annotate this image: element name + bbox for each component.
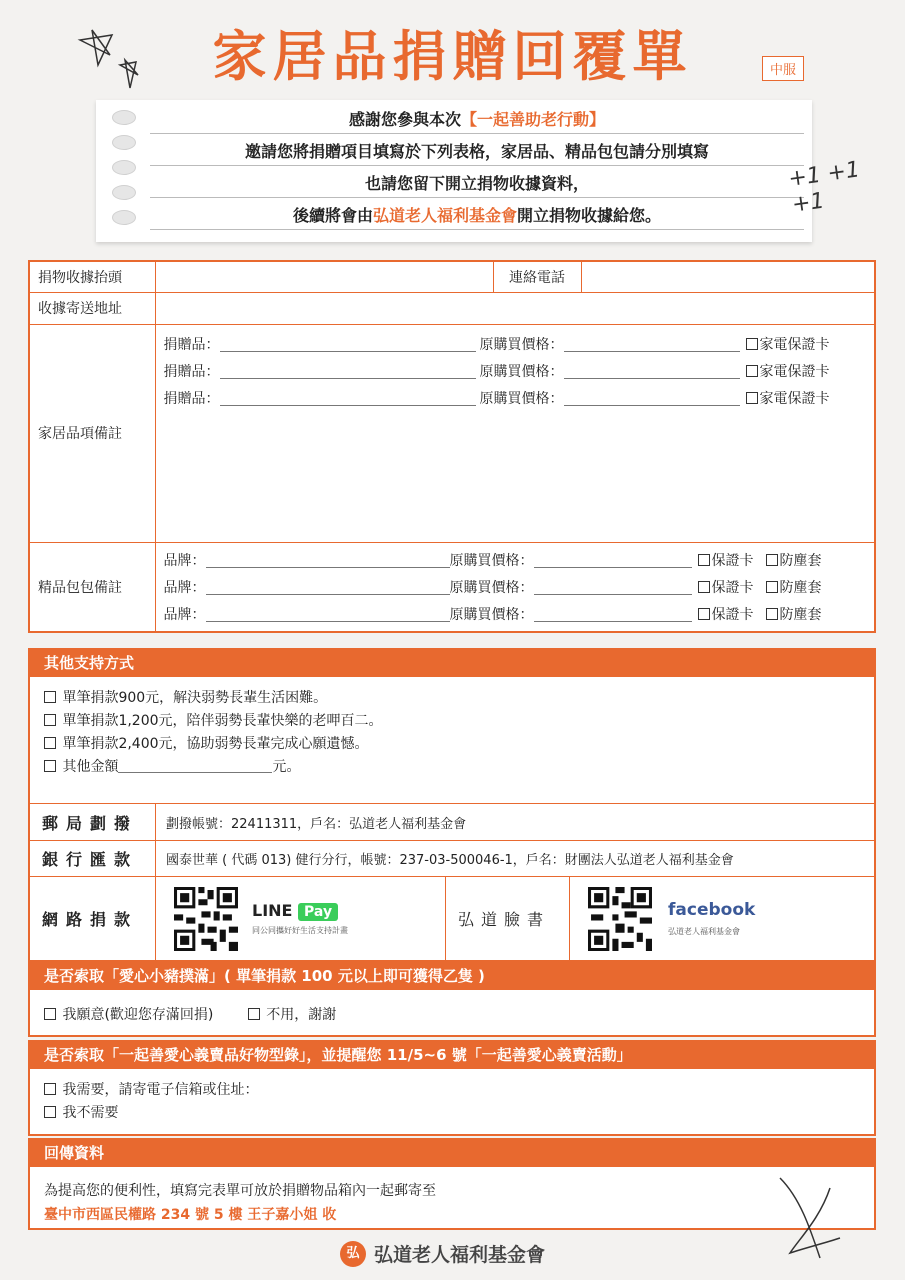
address-field[interactable] — [155, 292, 875, 324]
receipt-title-field[interactable] — [155, 261, 493, 292]
linepay-logo: LINE Pay 同公同攜好好生活支持計畫 — [252, 901, 348, 935]
catalog-title: 是否索取「一起善愛心義賣品好物型錄」，並提醒您 11/5~6 號「一起善愛心義賣活動」 — [30, 1042, 874, 1069]
piggy-yes-checkbox[interactable]: 我願意(歡迎您存滿回捐) — [44, 1007, 213, 1023]
region-badge: 中服 — [762, 56, 804, 81]
dust-bag-checkbox[interactable]: 防塵套 — [766, 550, 822, 570]
reply-section — [28, 1138, 876, 1230]
brand-field[interactable] — [206, 552, 450, 568]
binder-ring — [112, 135, 136, 150]
reply-address: 臺中市西區民權路 234 號 5 樓 王子嘉小姐 收 — [44, 1207, 337, 1223]
bank-label: 銀行匯款 — [30, 841, 156, 876]
brand-field[interactable] — [206, 606, 450, 622]
card-checkbox[interactable]: 保證卡 — [698, 604, 754, 624]
home-item-row: 捐贈品： 原購買價格： 家電保證卡 — [164, 331, 867, 358]
support-title: 其他支持方式 — [30, 650, 874, 677]
home-item-row: 捐贈品： 原購買價格： 家電保證卡 — [164, 358, 867, 385]
facebook-qr-icon[interactable] — [588, 887, 652, 951]
warranty-checkbox[interactable]: 家電保證卡 — [746, 388, 830, 408]
note-line-2: 邀請您將捐贈項目填寫於下列表格，家居品、精品包包請分別填寫 — [150, 138, 804, 166]
reply-title: 回傳資料 — [30, 1140, 874, 1167]
price-field[interactable] — [534, 606, 692, 622]
org-logo-icon: 弘 — [340, 1241, 366, 1267]
note-line-1: 感謝您參與本次【一起善助老行動】 — [150, 106, 804, 134]
note-line-4: 後續將會由弘道老人福利基金會開立捐物收據給您。 — [150, 202, 804, 230]
support-option-other[interactable]: 其他金額 元。 — [30, 756, 874, 779]
piggy-no-checkbox[interactable]: 不用，謝謝 — [248, 1007, 336, 1023]
fb-area — [570, 877, 755, 960]
support-option[interactable]: 單筆捐款2,400元，協助弱勢長輩完成心願遺憾。 — [30, 733, 874, 756]
receipt-title-label: 捐物收據抬頭 — [29, 261, 155, 292]
phone-field[interactable] — [581, 261, 875, 292]
piggy-options — [30, 990, 874, 1024]
price-field[interactable] — [564, 363, 740, 379]
star-doodle-icon — [70, 20, 150, 90]
support-section — [28, 648, 876, 962]
item-field[interactable] — [220, 336, 476, 352]
catalog-no-need-checkbox[interactable]: 我不需要 — [30, 1102, 874, 1125]
post-office-row — [30, 803, 874, 840]
note-line-3: 也請您留下開立捐物收據資料， — [150, 170, 804, 198]
address-label: 收據寄送地址 — [29, 292, 155, 324]
price-field[interactable] — [534, 579, 692, 595]
price-field[interactable] — [564, 336, 740, 352]
linepay-area — [156, 877, 446, 960]
post-office-label: 郵局劃撥 — [30, 804, 156, 840]
bag-item-row: 品牌： 原購買價格： 保證卡 防塵套 — [164, 573, 867, 600]
support-option[interactable]: 單筆捐款900元，解決弱勢長輩生活困難。 — [30, 687, 874, 710]
donation-form — [28, 260, 876, 633]
binder-ring — [112, 185, 136, 200]
intro-note — [96, 100, 812, 242]
item-field[interactable] — [220, 390, 476, 406]
piggy-section — [28, 961, 876, 1037]
item-field[interactable] — [220, 363, 476, 379]
home-item-row: 捐贈品： 原購買價格： 家電保證卡 — [164, 385, 867, 412]
page-title: 家居品捐贈回覆單 — [212, 25, 693, 88]
card-checkbox[interactable]: 保證卡 — [698, 577, 754, 597]
piggy-title: 是否索取「愛心小豬撲滿」( 單筆捐款 100 元以上即可獲得乙隻 ) — [30, 963, 874, 990]
signature-scribble-icon — [770, 1168, 850, 1268]
online-row — [30, 876, 874, 960]
price-field[interactable] — [564, 390, 740, 406]
fb-label: 弘道臉書 — [446, 877, 570, 960]
price-field[interactable] — [534, 552, 692, 568]
support-option[interactable]: 單筆捐款1,200元，陪伴弱勢長輩快樂的老呷百二。 — [30, 710, 874, 733]
support-options — [30, 677, 874, 803]
binder-ring — [112, 160, 136, 175]
bag-item-row: 品牌： 原購買價格： 保證卡 防塵套 — [164, 600, 867, 627]
reply-instruction: 為提高您的便利性，填寫完表單可放於捐贈物品箱內一起郵寄至 — [44, 1183, 436, 1199]
bank-row — [30, 840, 874, 876]
facebook-logo: facebook 弘道老人福利基金會 — [668, 900, 756, 936]
bag-item-row: 品牌： 原購買價格： 保證卡 防塵套 — [164, 546, 867, 573]
footer-logo: 弘 弘道老人福利基金會 — [340, 1240, 545, 1267]
home-items-area — [155, 324, 875, 542]
card-checkbox[interactable]: 保證卡 — [698, 550, 754, 570]
home-items-label: 家居品項備註 — [29, 324, 155, 542]
catalog-need-checkbox[interactable]: 我需要，請寄電子信箱或住址： — [30, 1079, 874, 1102]
warranty-checkbox[interactable]: 家電保證卡 — [746, 334, 830, 354]
dust-bag-checkbox[interactable]: 防塵套 — [766, 577, 822, 597]
online-label: 網路捐款 — [30, 877, 156, 960]
binder-ring — [112, 110, 136, 125]
bag-items-label: 精品包包備註 — [29, 542, 155, 632]
warranty-checkbox[interactable]: 家電保證卡 — [746, 361, 830, 381]
linepay-qr-icon[interactable] — [174, 887, 238, 951]
post-office-value: 劃撥帳號：22411311，戶名：弘道老人福利基金會 — [166, 816, 467, 832]
catalog-section — [28, 1040, 876, 1136]
bank-value: 國泰世華 ( 代碼 013) 健行分行，帳號：237-03-500046-1，戶名：財團法人弘道老人福利基金會 — [166, 853, 734, 868]
brand-field[interactable] — [206, 579, 450, 595]
bag-items-area — [155, 542, 875, 632]
plus-one-scribble: +1 +1 +1 — [786, 157, 862, 218]
dust-bag-checkbox[interactable]: 防塵套 — [766, 604, 822, 624]
phone-label: 連絡電話 — [493, 261, 581, 292]
binder-ring — [112, 210, 136, 225]
